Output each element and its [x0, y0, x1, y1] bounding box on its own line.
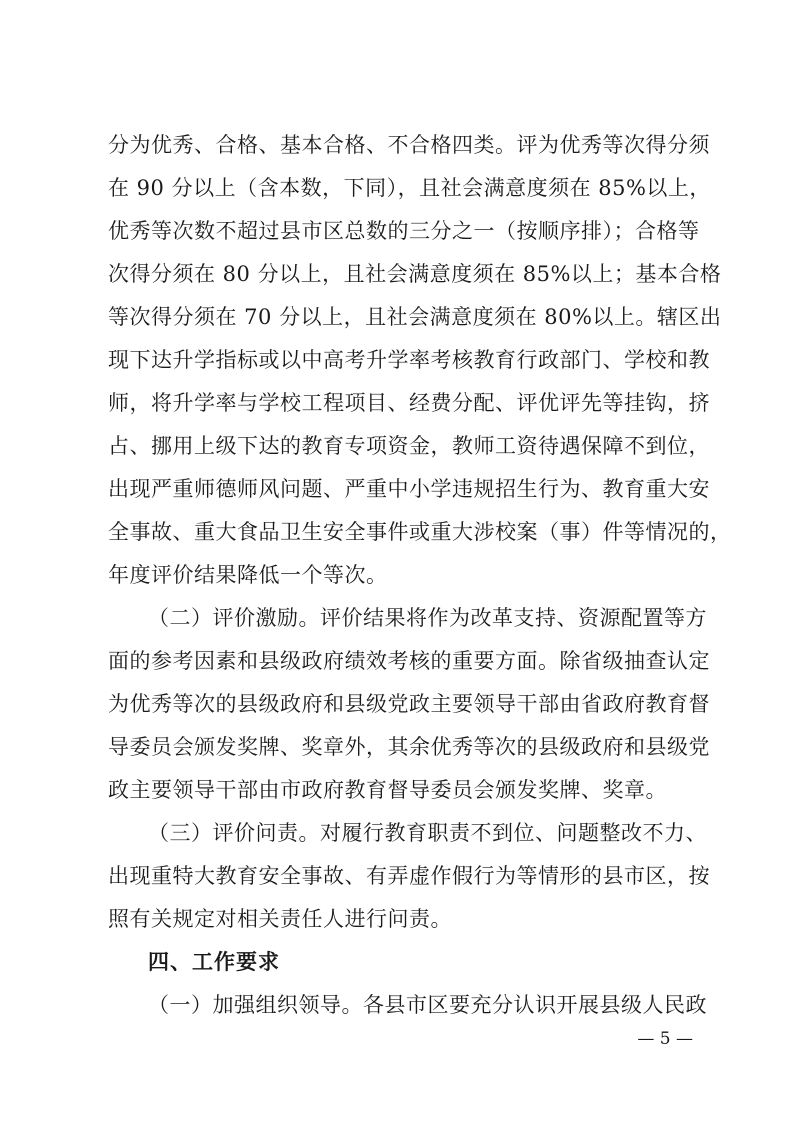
- paragraph-line: （一）加强组织领导。各县市区要充分认识开展县级人民政: [148, 993, 707, 1017]
- paragraph-line: 现下达升学指标或以中高考升学率考核教育行政部门、学校和教: [108, 348, 710, 372]
- paragraph-line: 年度评价结果降低一个等次。: [108, 563, 388, 587]
- paragraph-line: 政主要领导干部由市政府教育督导委员会颁发奖牌、奖章。: [108, 778, 667, 802]
- section-heading: 四、工作要求: [148, 950, 280, 974]
- paragraph-line: （三）评价问责。对履行教育职责不到位、问题整改不力、: [148, 821, 707, 845]
- paragraph-line: 优秀等次数不超过县市区总数的三分之一（按顺序排）；合格等: [108, 219, 700, 243]
- paragraph-line: 分为优秀、合格、基本合格、不合格四类。评为优秀等次得分须: [108, 133, 710, 157]
- paragraph-line: 面的参考因素和县级政府绩效考核的重要方面。除省级抽查认定: [108, 649, 710, 673]
- paragraph-line: （二）评价激励。评价结果将作为改革支持、资源配置等方: [148, 606, 707, 630]
- paragraph-line: 次得分须在 80 分以上，且社会满意度须在 85%以上；基本合格: [108, 262, 722, 286]
- paragraph-line: 占、挪用上级下达的教育专项资金，教师工资待遇保障不到位，: [108, 434, 710, 458]
- paragraph-line: 等次得分须在 70 分以上，且社会满意度须在 80%以上。辖区出: [108, 305, 722, 329]
- paragraph-line: 出现严重师德师风问题、严重中小学违规招生行为、教育重大安: [108, 477, 710, 501]
- paragraph-line: 导委员会颁发奖牌、奖章外，其余优秀等次的县级政府和县级党: [108, 735, 710, 759]
- page-number: — 5 —: [637, 1029, 693, 1049]
- paragraph-line: 全事故、重大食品卫生安全事件或重大涉校案（事）件等情况的，: [108, 520, 732, 544]
- paragraph-line: 出现重特大教育安全事故、有弄虚作假行为等情形的县市区，按: [108, 864, 710, 888]
- paragraph-line: 为优秀等次的县级政府和县级党政主要领导干部由省政府教育督: [108, 692, 710, 716]
- paragraph-line: 照有关规定对相关责任人进行问责。: [108, 907, 452, 931]
- paragraph-line: 在 90 分以上（含本数，下同），且社会满意度须在 85%以上，: [108, 176, 711, 200]
- paragraph-line: 师，将升学率与学校工程项目、经费分配、评优评先等挂钩，挤: [108, 391, 710, 415]
